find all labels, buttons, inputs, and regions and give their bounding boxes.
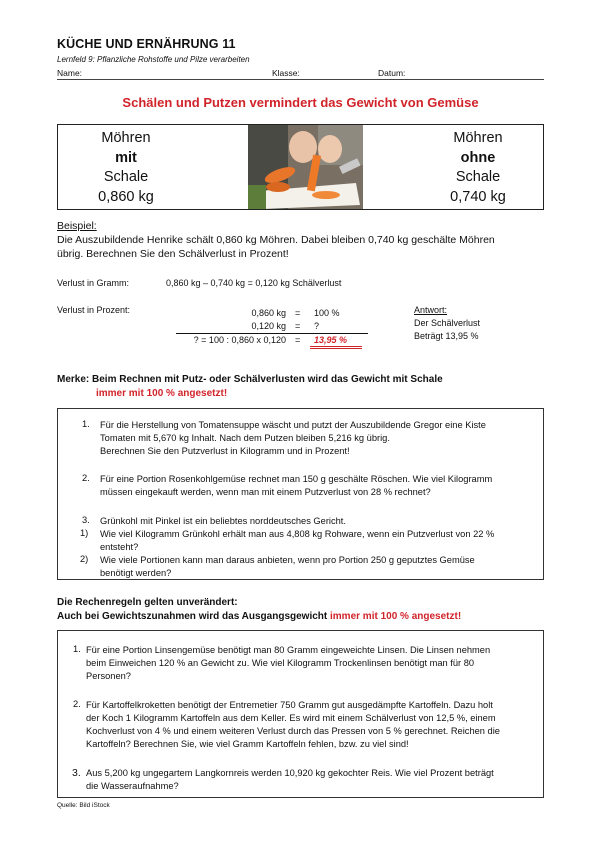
t3b-line2: benötigt werden? [100,568,172,578]
t2-1-line2: beim Einweichen 120 % an Gewicht zu. Wie viel Kilogramm Trockenlinsen benötigt man für 80 [86,658,475,668]
right-line3: Schale [455,169,501,185]
calc-result: 13,95 % [314,335,348,345]
loss-gram-calc: 0,860 kg – 0,740 kg = 0,120 kg Schälverlust [166,278,342,288]
t3b-line1: Wie viele Portionen kann man daraus anbieten, wenn pro Portion 250 g geputztes Gemüse [100,555,475,565]
left-line3: Schale [103,169,149,185]
t3a-number: 1) [80,528,89,538]
t2-2-line4: Kartoffeln? Berechnen Sie, wie viel Gramm Kartoffeln fehlen, bzw. zu viel sind! [86,739,409,749]
t1-line1: Für die Herstellung von Tomatensuppe wäscht und putzt der Auszubildende Gregor eine Kiste [100,420,486,430]
result-underline-2 [310,348,362,349]
t2-1-line1: Für eine Portion Linsengemüse benötigt man 80 Gramm eingeweichte Linsen. Die Linsen nehmen [86,645,491,655]
example-heading: Beispiel: [57,220,97,232]
loss-percent-label: Verlust in Prozent: [57,305,131,315]
calc-row2-eq: = [295,321,301,331]
loss-gram-label: Verlust in Gramm: [57,278,130,288]
with-peel-column [71,129,181,207]
worksheet-title: KÜCHE UND ERNÄHRUNG 11 [57,37,236,51]
class-label: Klasse: [272,68,300,78]
calc-row1-left: 0,860 kg [251,308,286,318]
without-peel-column [423,129,533,207]
t2-2-number: 2. [73,699,81,709]
calc-row3-left: ? = 100 : 0,860 x 0,120 [193,335,286,345]
calc-row1-right: 100 % [314,308,340,318]
t2-2-line1: Für Kartoffelkroketten benötigt der Entremetier 750 Gramm gut ausgedämpfte Kartoffeln. Dazu holt [86,700,493,710]
example-line2: übrig. Berechnen Sie den Schälverlust in Prozent! [57,248,289,260]
t2-2-line2: der Koch 1 Kilogramm Kartoffeln aus dem Keller. Es wird mit einem Schälverlust von 12,5 %, einem [86,713,496,723]
answer-line1: Der Schälverlust [414,318,481,328]
left-line1: Möhren [101,130,151,146]
left-line2: mit [115,149,137,166]
t3-line1: Grünkohl mit Pinkel ist ein beliebtes norddeutsches Gericht. [100,516,346,526]
task-box-1 [57,408,544,580]
t2-1-number: 1. [73,644,81,654]
rules-line2-a: Auch bei Gewichtszunahmen wird das Ausgangsgewicht [57,611,331,622]
t1-number: 1. [82,419,90,429]
source-note: Quelle: Bild iStock [57,802,110,809]
answer-heading: Antwort: [414,305,448,315]
t2-1-line3: Personen? [86,671,131,681]
calc-row3-eq: = [295,335,301,345]
result-underline-1 [310,346,362,347]
right-line4: 0,740 kg [450,188,506,205]
calc-row2-left: 0,120 kg [251,321,286,331]
t2-2-line3: Kochverlust von 4 % und einem weiteren Verlust durch das Pressen von 5 % gerechnet. Reichen die [86,726,500,736]
right-line1: Möhren [453,130,503,146]
name-label: Name: [57,68,83,78]
t2-number: 2. [82,473,90,483]
peeling-carrot-photo [248,125,363,209]
t3b-number: 2) [80,554,89,564]
t2-3-number: 3. [72,767,81,779]
t2-3-line2: die Wasseraufnahme? [86,781,179,791]
t2-line2: müssen eingekauft werden, wenn man mit einem Putzverlust von 28 % rechnet? [100,487,431,497]
t2-3-line1: Aus 5,200 kg ungegartem Langkornreis werden 10,920 kg gekochter Reis. Wie viel Prozent beträgt [86,768,494,778]
merke-line2: immer mit 100 % angesetzt! [96,388,228,399]
t1-line2: Tomaten mit 5,670 kg Inhalt. Nach dem Putzen bleiben 5,216 kg übrig. [100,433,390,443]
comparison-box [57,124,544,210]
worksheet-subtitle: Lernfeld 9: Pflanzliche Rohstoffe und Pilze verarbeiten [57,55,250,64]
date-label: Datum: [378,68,406,78]
right-line2: ohne [460,149,496,166]
rules-line1: Die Rechenregeln gelten unverändert: [57,597,238,608]
t3a-line1: Wie viel Kilogramm Grünkohl erhält man aus 4,808 kg Rohware, wenn ein Putzverlust von 22 % [100,529,495,539]
main-title: Schälen und Putzen vermindert das Gewicht von Gemüse [122,95,479,110]
t2-line1: Für eine Portion Rosenkohlgemüse rechnet man 150 g geschälte Röschen. Wie viel Kilogramm [100,474,493,484]
example-line1: Die Auszubildende Henrike schält 0,860 kg Möhren. Dabei bleiben 0,740 kg geschälte Möhren [57,234,495,246]
merke-line1: Merke: Beim Rechnen mit Putz- oder Schälverlusten wird das Gewicht mit Schale [57,374,443,385]
calc-row2-right: ? [314,321,320,331]
calc-row1-eq: = [295,308,301,318]
rules-line2-b: immer mit 100 % angesetzt! [330,611,462,622]
rules-line2 [57,611,461,622]
t3a-line2: entsteht? [100,542,139,552]
header-rule [57,79,544,80]
t3-number: 3. [82,515,90,525]
task-box-2 [57,630,544,798]
t1-line3: Berechnen Sie den Putzverlust in Kilogramm und in Prozent! [100,446,350,456]
answer-line2: Beträgt 13,95 % [414,331,479,341]
left-line4: 0,860 kg [98,188,154,205]
